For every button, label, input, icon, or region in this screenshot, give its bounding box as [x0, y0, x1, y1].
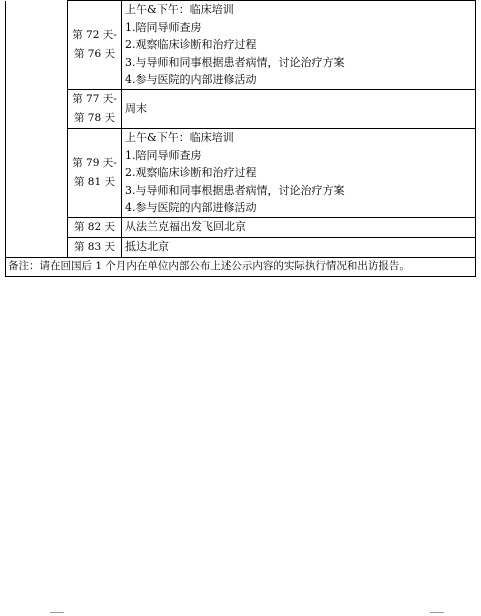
- day-range-cell: [68, 129, 122, 218]
- activity-item: 3.与导师和同事根据患者病情，讨论治疗方案: [125, 55, 345, 69]
- activity-item: 从法兰克福出发飞回北京: [125, 220, 246, 234]
- table-row: [6, 129, 476, 218]
- table-row: [6, 1, 476, 90]
- activity-item: 抵达北京: [125, 240, 169, 254]
- table-row: [6, 90, 476, 129]
- day-range-start: 第 72 天-: [72, 29, 117, 41]
- note-text: 备注：请在回国后 1 个月内在单位内部公布上述公示内容的实际执行情况和出访报告。: [6, 257, 476, 276]
- activity-item: 周末: [125, 102, 147, 116]
- page-footer-mark-right: [430, 612, 444, 613]
- activity-cell: [122, 90, 476, 129]
- activity-item: 4.参与医院的内部进修活动: [125, 201, 257, 214]
- day-cell: 第 83 天: [68, 237, 122, 257]
- day-cell: 第 82 天: [68, 217, 122, 237]
- note-row: [6, 257, 476, 276]
- left-merged-cell: [6, 1, 68, 258]
- day-range-end: 第 76 天: [73, 48, 116, 60]
- activity-heading: 上午&下午：临床培训: [125, 131, 234, 144]
- activity-item: 1.陪同导师查房: [125, 148, 202, 162]
- day-range-end: 第 78 天: [73, 112, 116, 124]
- activity-item: 2.观察临床诊断和治疗过程: [125, 166, 257, 179]
- page-footer-mark-left: [50, 612, 64, 613]
- activity-cell: [122, 129, 476, 218]
- activity-heading: 上午&下午：临床培训: [125, 3, 234, 17]
- day-range-start: 第 77 天-: [72, 93, 117, 105]
- day-range-end: 第 81 天: [73, 175, 116, 188]
- day-range-cell: [68, 1, 122, 90]
- activity-cell: [122, 237, 476, 257]
- activity-cell: [122, 1, 476, 90]
- day-range-start: 第 79 天-: [72, 156, 117, 169]
- activity-cell: [122, 217, 476, 237]
- activity-item: 4.参与医院的内部进修活动: [125, 73, 257, 87]
- activity-item: 2.观察临床诊断和治疗过程: [125, 38, 257, 52]
- itinerary-table: [5, 0, 476, 277]
- activity-item: 1.陪同导师查房: [125, 20, 202, 34]
- table-row: [6, 217, 476, 237]
- table-row: [6, 237, 476, 257]
- day-range-cell: [68, 90, 122, 129]
- activity-item: 3.与导师和同事根据患者病情，讨论治疗方案: [125, 183, 345, 197]
